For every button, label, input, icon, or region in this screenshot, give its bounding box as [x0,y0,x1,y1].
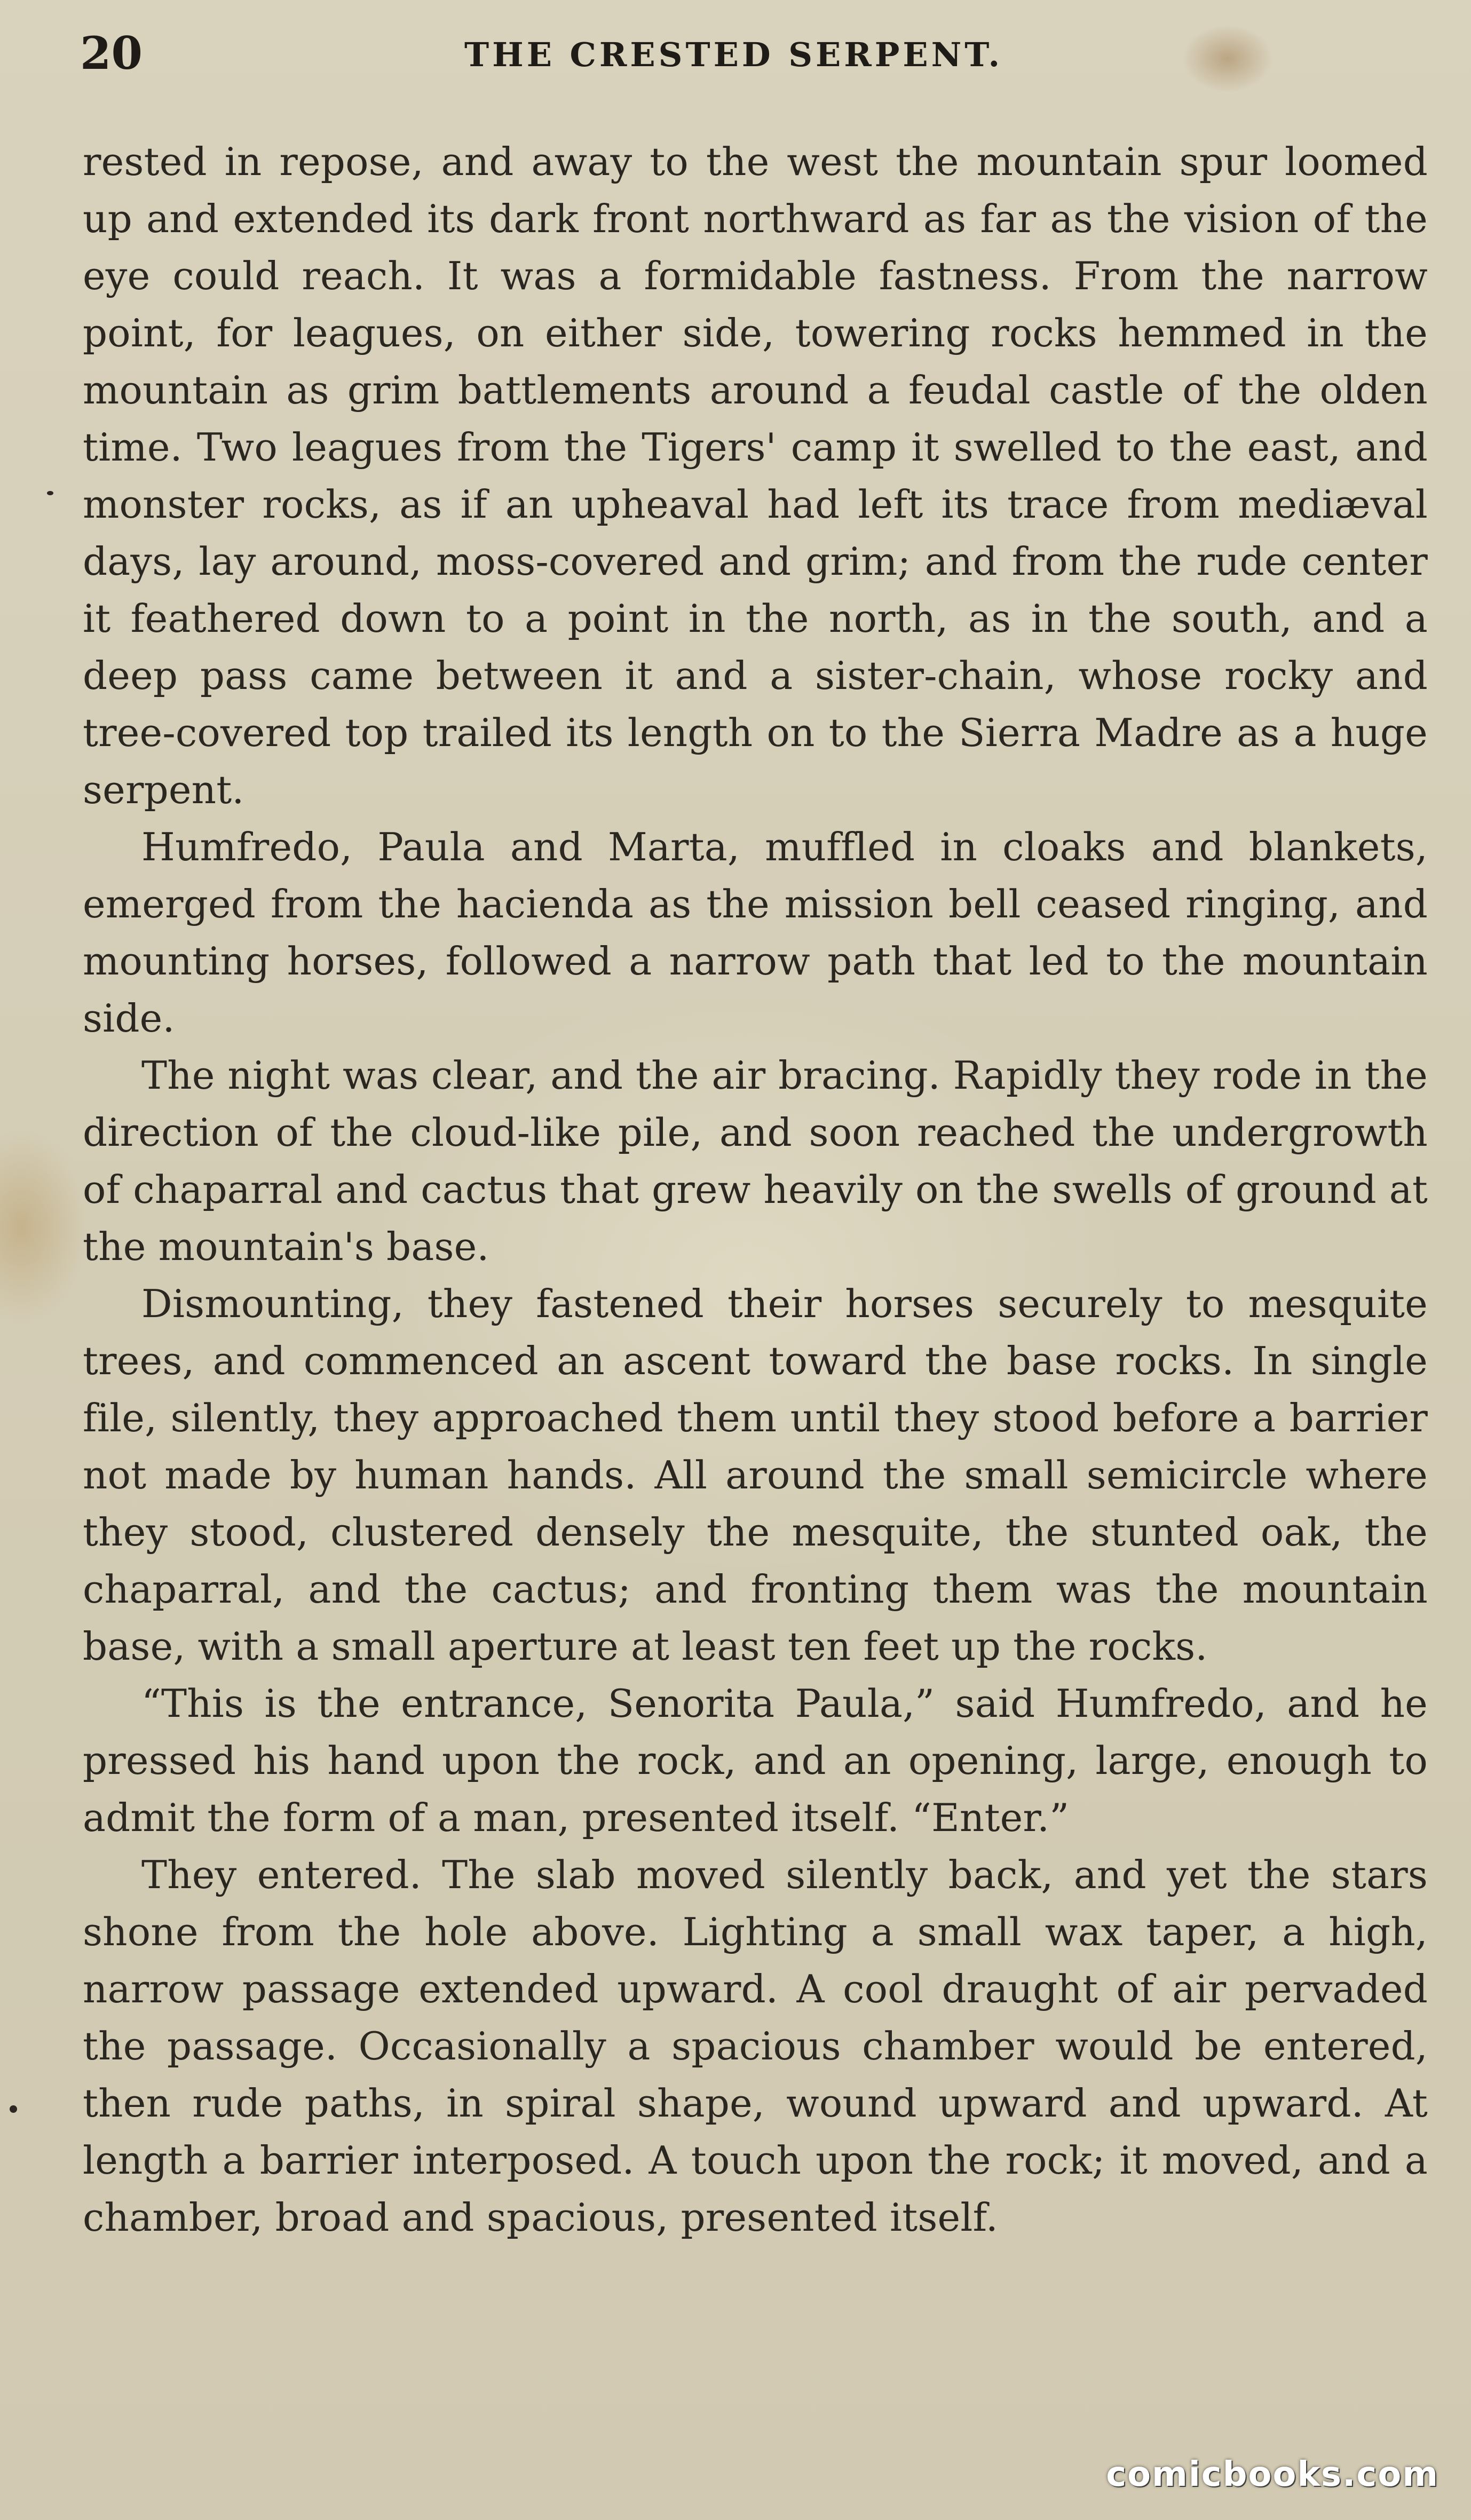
paragraph-3: The night was clear, and the air bracing. Rapidly they rode in the direction of the cloud-like pile, and soon reached the undergrowth of chaparral and cactus that grew heavily on the swells of ground at the mountain's base. [83,1053,1428,1269]
paragraph-5: “This is the entrance, Senorita Paula,” said Humfredo, and he pressed his hand upon the rock, and an opening, large, enough to admit the form of a man, presented itself. “Enter.” [83,1681,1428,1840]
paragraph-1: rested in repose, and away to the west the mountain spur loomed up and extended its dark front northward as far as the vision of the eye could reach. It was a formidable fastness. From the narrow point, for leagues, on either side, towering rocks hemmed in the mountain as grim battlements around a feudal castle of the olden time. Two leagues from the Tigers' camp it swelled to the east, and monster rocks, as if an upheaval had left its trace from mediæval days, lay around, moss-covered and grim; and from the rude center it feathered down to a point in the north, as in the south, and a deep pass came between it and a sister-chain, whose rocky and tree-covered top trailed its length on to the Sierra Madre as a huge serpent. [83,139,1428,812]
page-header [80,21,1425,96]
ink-speck [47,491,53,495]
paragraph-4: Dismounting, they fastened their horses securely to mesquite trees, and commenced an ascent toward the base rocks. In single file, silently, they approached them until they stood before a barrier not made by human hands. All around the small semicircle where they stood, clustered densely the mesquite, the stunted oak, the chaparral, and the cactus; and fronting them was the mountain base, with a small aperture at least ten feet up the rocks. [83,1281,1428,1669]
body-text [83,133,1428,2246]
page-number: 20 [80,27,143,80]
paragraph-6: They entered. The slab moved silently back, and yet the stars shone from the hole above. Lighting a small wax taper, a high, narrow passage extended upward. A cool draught of air pervaded the passage. Occasionally a spacious chamber would be entered, then rude paths, in spiral shape, wound upward and upward. At length a barrier interposed. A touch upon the rock; it moved, and a chamber, broad and spacious, presented itself. [83,1852,1428,2240]
watermark: comicbooks.com [1106,2455,1439,2494]
running-title: THE CRESTED SERPENT. [464,35,1003,74]
ink-speck [10,2105,17,2113]
paragraph-2: Humfredo, Paula and Marta, muffled in cloaks and blankets, emerged from the hacienda as the mission bell ceased ringing, and mounting horses, followed a narrow path that led to the mountain side. [83,825,1428,1041]
